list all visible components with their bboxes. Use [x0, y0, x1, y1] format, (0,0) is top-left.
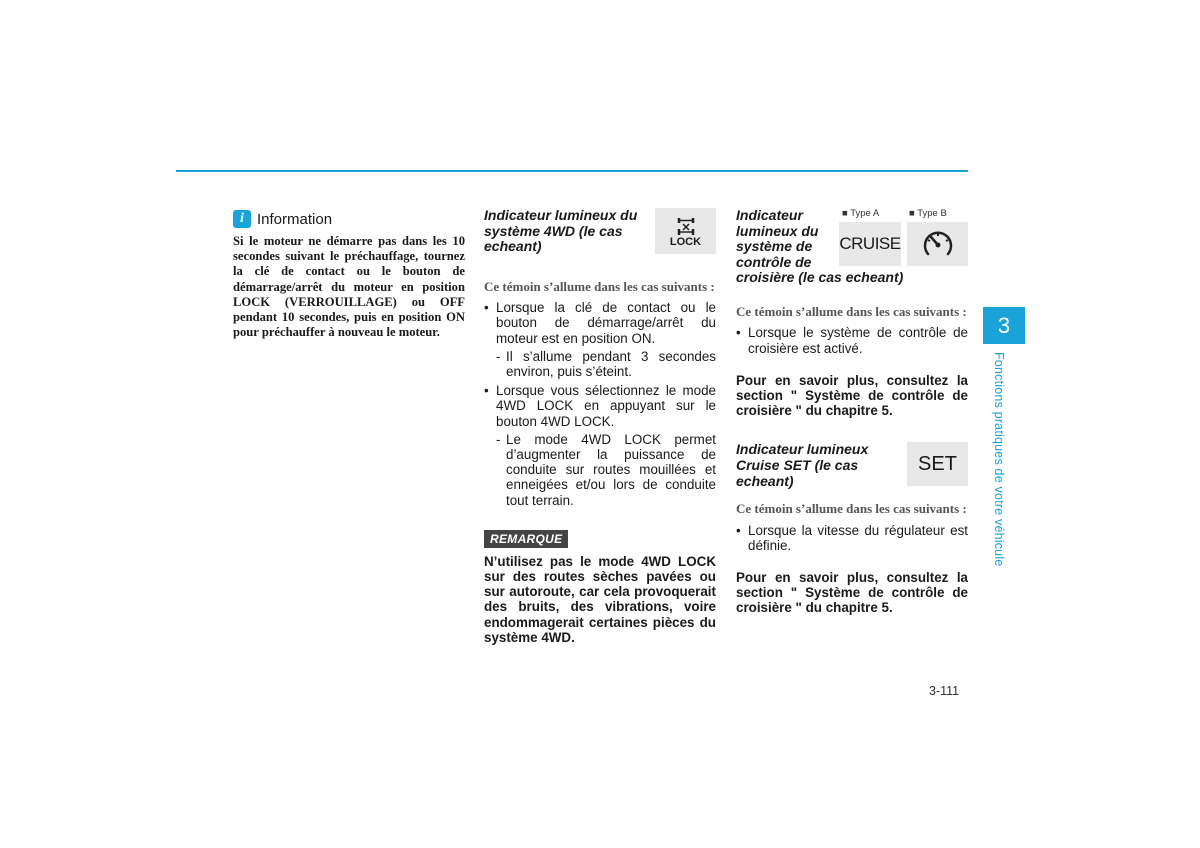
set-more-info: Pour en savoir plus, consultez la section " Système de contrôle de croisière " du chapitre 5.	[736, 570, 968, 616]
type-a-label: ■ Type A	[842, 208, 880, 219]
bullet-text: Lorsque vous sélectionnez le mode 4WD LOCK en appuyant sur le bouton 4WD LOCK.	[496, 383, 716, 429]
set-icon-text: SET	[918, 452, 957, 475]
4wd-lock-icon	[655, 208, 716, 254]
cruise-heading-line: croisière (le cas echeant)	[736, 269, 904, 286]
fourwd-section-header	[484, 208, 716, 255]
fourwd-lead: Ce témoin s’allume dans les cas suivants :	[484, 278, 715, 294]
information-title: Information	[257, 210, 333, 228]
cruise-column	[736, 208, 968, 616]
list-item: • Lorsque le système de contrôle de croisière est activé.	[736, 325, 968, 355]
information-header	[233, 210, 465, 228]
list-item: • Lorsque la vitesse du régulateur est définie.	[736, 523, 968, 553]
4wd-axle-icon	[675, 215, 697, 237]
cruise-icon	[839, 222, 901, 266]
set-heading: Indicateur lumineux Cruise SET (le cas echeant)	[736, 441, 869, 489]
cruise-icon-text: CRUISE	[839, 234, 901, 253]
header-rule	[176, 170, 968, 172]
cruise-heading-line: contrôle de	[736, 253, 812, 270]
fourwd-heading: Indicateur lumineux du système 4WD (le cas echeant)	[484, 207, 638, 255]
cruise-bullet-list	[736, 325, 968, 355]
chapter-title: Fonctions pratiques de votre véhicule	[992, 352, 1006, 567]
fourwd-column	[484, 208, 716, 645]
fourwd-bullet-list	[484, 300, 716, 508]
speedometer-icon	[907, 222, 968, 266]
set-icon	[907, 442, 968, 486]
cruise-more-info: Pour en savoir plus, consultez la section " Système de contrôle de croisière " du chapitre 5.	[736, 372, 968, 419]
remark-label: REMARQUE	[484, 530, 568, 548]
4wd-lock-label: LOCK	[669, 235, 702, 248]
bullet-text: Lorsque la clé de contact ou le bouton de démarrage/arrêt du moteur est en position ON.	[496, 300, 716, 346]
page-number: 3-111	[929, 684, 960, 698]
cruise-heading-line: lumineux du	[736, 222, 819, 239]
set-section-header	[736, 442, 968, 489]
remark-text: N’utilisez pas le mode 4WD LOCK sur des routes sèches pavées ou sur autoroute, car cela provoquerait des bruits, des vibrations, voire endommagerait certaines pièces du système 4WD.	[484, 553, 716, 645]
info-icon: i	[233, 210, 251, 228]
chapter-tab: 3	[983, 307, 1025, 344]
list-item	[484, 300, 716, 379]
set-lead: Ce témoin s’allume dans les cas suivants :	[736, 501, 967, 517]
cruise-heading-line: Indicateur	[736, 207, 803, 223]
cruise-heading-line: système de	[736, 238, 813, 255]
sub-item: - Il s’allume pendant 3 secondes environ, puis s’éteint.	[496, 349, 716, 379]
list-item	[484, 383, 716, 508]
cruise-section-header	[736, 208, 968, 290]
cruise-lead: Ce témoin s’allume dans les cas suivants :	[736, 304, 967, 319]
information-body: Si le moteur ne démarre pas dans les 10 secondes suivant le préchauffage, tournez la clé de contact ou le bouton de démarrage/arrêt du moteur en position LOCK (VERROUILLAGE) ou OFF pendant 10 secondes, puis en position ON pour préchauffer à nouveau le moteur.	[233, 234, 465, 340]
sub-item: - Le mode 4WD LOCK permet d’augmenter la puissance de conduite sur routes mouillées et enneigées et/ou lors de conduite tout terrain.	[496, 432, 716, 508]
set-bullet-list	[736, 523, 968, 553]
information-column	[233, 210, 465, 340]
type-b-label: ■ Type B	[909, 208, 947, 219]
